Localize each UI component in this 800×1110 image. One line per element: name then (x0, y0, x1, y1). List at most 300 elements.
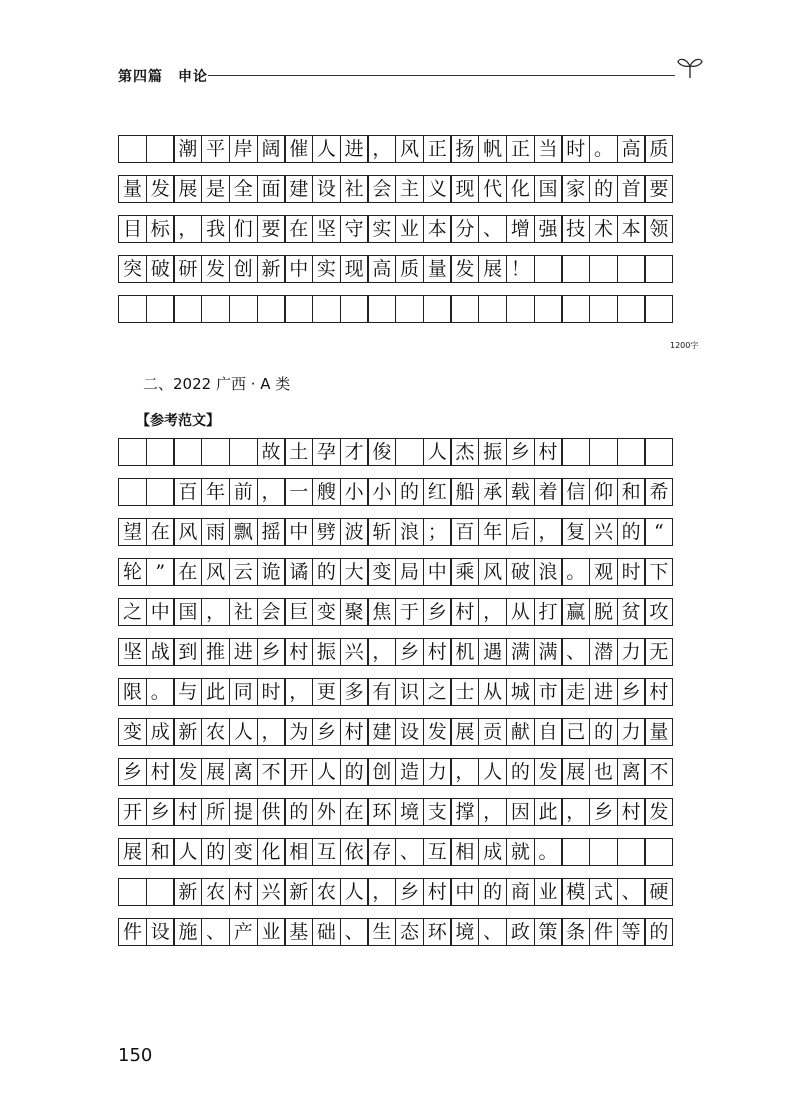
grid-cell: ， (257, 718, 286, 746)
grid-cell: 发 (423, 718, 452, 746)
grid-cell: 不 (257, 758, 286, 786)
grid-cell: 乡 (257, 638, 286, 666)
grid-cell: 发 (201, 255, 230, 283)
grid-cell: 业 (534, 878, 563, 906)
grid-cell: 农 (312, 878, 341, 906)
reference-essay-label: 【参考范文】 (136, 413, 220, 429)
grid-cell: 之 (423, 678, 452, 706)
grid-cell: 在 (340, 798, 369, 826)
grid-cell (589, 295, 618, 323)
grid-cell: 此 (201, 678, 230, 706)
grid-cell (118, 438, 147, 466)
grid-cell: 兴 (589, 518, 618, 546)
grid-cell: ， (367, 135, 396, 163)
grid-cell: 式 (589, 878, 618, 906)
grid-cell: 岸 (229, 135, 258, 163)
grid-cell (617, 838, 646, 866)
grid-cell: 也 (589, 758, 618, 786)
grid-cell: 的 (284, 798, 313, 826)
grid-cell (617, 438, 646, 466)
grid-cell: 所 (201, 798, 230, 826)
grid-cell: ， (561, 798, 590, 826)
grid-cell: 的 (644, 918, 673, 946)
grid-cell: 载 (506, 478, 535, 506)
grid-cell (395, 438, 424, 466)
grid-row (118, 718, 673, 746)
grid-row (118, 758, 673, 786)
grid-cell: 现 (340, 255, 369, 283)
grid-cell: 小 (367, 478, 396, 506)
grid-cell: 无 (644, 638, 673, 666)
grid-cell: 的 (589, 718, 618, 746)
grid-cell: 巨 (284, 598, 313, 626)
grid-cell: 时 (561, 135, 590, 163)
grid-cell: 自 (534, 718, 563, 746)
grid-cell: 现 (450, 175, 479, 203)
grid-cell: 同 (229, 678, 258, 706)
grid-cell: 战 (146, 638, 175, 666)
grid-cell: 识 (395, 678, 424, 706)
grid-cell (644, 438, 673, 466)
grid-cell: 产 (229, 918, 258, 946)
grid-cell: 振 (312, 638, 341, 666)
grid-cell: 轮 (118, 558, 147, 586)
grid-cell: 承 (478, 478, 507, 506)
grid-cell: 百 (173, 478, 202, 506)
grid-cell: 化 (257, 838, 286, 866)
grid-cell (561, 438, 590, 466)
grid-cell: 诡 (257, 558, 286, 586)
grid-cell: 乡 (589, 798, 618, 826)
grid-cell: ， (478, 598, 507, 626)
grid-cell: 破 (506, 558, 535, 586)
chapter-label: 第四篇 申论 (118, 69, 208, 85)
grid-cell: ， (450, 758, 479, 786)
grid-cell: 等 (617, 918, 646, 946)
grid-cell: 展 (478, 255, 507, 283)
grid-cell: 后 (506, 518, 535, 546)
grid-row (118, 135, 673, 163)
grid-cell: 。 (561, 558, 590, 586)
grid-cell: 展 (118, 838, 147, 866)
grid-cell: 观 (589, 558, 618, 586)
grid-cell: “ (644, 518, 673, 546)
grid-cell: 中 (423, 558, 452, 586)
grid-cell: 从 (506, 598, 535, 626)
grid-cell: 发 (450, 255, 479, 283)
grid-cell: 劈 (312, 518, 341, 546)
grid-cell: 正 (423, 135, 452, 163)
grid-cell: 平 (201, 135, 230, 163)
grid-cell: 的 (395, 478, 424, 506)
grid-cell (173, 438, 202, 466)
grid-cell: 乡 (617, 678, 646, 706)
grid-cell: 当 (534, 135, 563, 163)
grid-cell: 时 (617, 558, 646, 586)
grid-row (118, 598, 673, 626)
grid-cell: 村 (644, 678, 673, 706)
grid-cell (146, 878, 175, 906)
grid-cell: 飘 (229, 518, 258, 546)
grid-cell: 社 (340, 175, 369, 203)
grid-cell: 机 (450, 638, 479, 666)
grid-cell: 的 (617, 518, 646, 546)
grid-cell: 面 (257, 175, 286, 203)
grid-row (118, 215, 673, 243)
grid-row (118, 438, 673, 466)
grid-cell: 市 (534, 678, 563, 706)
grid-cell: 更 (312, 678, 341, 706)
grid-cell: 进 (229, 638, 258, 666)
grid-cell: 中 (284, 255, 313, 283)
grid-cell: 局 (395, 558, 424, 586)
grid-cell: 设 (395, 718, 424, 746)
grid-cell: 展 (201, 758, 230, 786)
grid-cell: 多 (340, 678, 369, 706)
grid-cell: 坚 (118, 638, 147, 666)
grid-cell: 走 (561, 678, 590, 706)
grid-cell: 义 (423, 175, 452, 203)
grid-cell: 变 (312, 598, 341, 626)
grid-cell (201, 295, 230, 323)
grid-cell: 的 (340, 758, 369, 786)
grid-cell (395, 295, 424, 323)
grid-cell: 的 (506, 758, 535, 786)
grid-cell: 领 (644, 215, 673, 243)
grid-cell: 因 (506, 798, 535, 826)
grid-cell: 前 (229, 478, 258, 506)
grid-cell: 家 (561, 175, 590, 203)
grid-cell: 成 (146, 718, 175, 746)
grid-cell: 打 (534, 598, 563, 626)
grid-cell: 的 (478, 878, 507, 906)
grid-cell: 、 (617, 878, 646, 906)
grid-cell (146, 295, 175, 323)
grid-cell: 量 (118, 175, 147, 203)
grid-cell (561, 255, 590, 283)
grid-cell: 摇 (257, 518, 286, 546)
grid-cell: 新 (173, 878, 202, 906)
grid-cell: 发 (173, 758, 202, 786)
grid-cell: 术 (589, 215, 618, 243)
grid-cell (367, 295, 396, 323)
grid-cell (173, 295, 202, 323)
grid-cell: 力 (423, 758, 452, 786)
grid-cell: 相 (284, 838, 313, 866)
grid-row (118, 558, 673, 586)
grid-cell: 土 (284, 438, 313, 466)
grid-cell (229, 438, 258, 466)
grid-cell (257, 295, 286, 323)
grid-cell: 中 (146, 598, 175, 626)
grid-cell: ， (478, 798, 507, 826)
grid-cell: 焦 (367, 598, 396, 626)
grid-cell: ； (423, 518, 452, 546)
grid-cell: 正 (506, 135, 535, 163)
grid-cell: 杰 (450, 438, 479, 466)
grid-cell: 境 (395, 798, 424, 826)
grid-cell (644, 838, 673, 866)
grid-cell: 目 (118, 215, 147, 243)
grid-cell (118, 295, 147, 323)
grid-cell: 是 (201, 175, 230, 203)
grid-cell: 施 (173, 918, 202, 946)
grid-cell: 境 (450, 918, 479, 946)
grid-cell: 农 (201, 718, 230, 746)
grid-cell: 创 (229, 255, 258, 283)
grid-cell: 村 (534, 438, 563, 466)
grid-cell: 创 (367, 758, 396, 786)
grid-cell: 人 (312, 135, 341, 163)
grid-cell: 贫 (617, 598, 646, 626)
grid-cell: 有 (367, 678, 396, 706)
grid-cell: 遇 (478, 638, 507, 666)
grid-cell: 本 (423, 215, 452, 243)
grid-cell: 展 (450, 718, 479, 746)
grid-cell: 社 (229, 598, 258, 626)
grid-cell: 此 (534, 798, 563, 826)
grid-cell: 风 (478, 558, 507, 586)
grid-cell: 满 (506, 638, 535, 666)
grid-cell: 要 (257, 215, 286, 243)
grid-cell: 云 (229, 558, 258, 586)
grid-cell: 农 (201, 878, 230, 906)
grid-cell: 要 (644, 175, 673, 203)
grid-cell: 坚 (312, 215, 341, 243)
grid-cell: 才 (340, 438, 369, 466)
grid-cell: 乡 (118, 758, 147, 786)
grid-cell: 商 (506, 878, 535, 906)
grid-cell (201, 438, 230, 466)
grid-cell: 开 (118, 798, 147, 826)
grid-cell: 村 (173, 798, 202, 826)
grid-cell: 首 (617, 175, 646, 203)
grid-cell: 模 (561, 878, 590, 906)
grid-cell (589, 438, 618, 466)
grid-cell: 发 (644, 798, 673, 826)
grid-cell: 业 (257, 918, 286, 946)
grid-cell: 为 (284, 718, 313, 746)
grid-cell: 乡 (395, 638, 424, 666)
grid-cell: 兴 (340, 638, 369, 666)
grid-cell: 变 (367, 558, 396, 586)
grid-cell (146, 135, 175, 163)
grid-cell: 造 (395, 758, 424, 786)
grid-cell (118, 135, 147, 163)
grid-cell: ” (146, 558, 175, 586)
grid-cell: 离 (229, 758, 258, 786)
grid-cell: 人 (423, 438, 452, 466)
grid-cell (644, 295, 673, 323)
grid-cell: 建 (367, 718, 396, 746)
grid-cell (229, 295, 258, 323)
grid-cell: 互 (312, 838, 341, 866)
grid-cell: 兴 (257, 878, 286, 906)
grid-row (118, 678, 673, 706)
grid-cell: 在 (284, 215, 313, 243)
grid-cell: 帆 (478, 135, 507, 163)
grid-cell (506, 295, 535, 323)
essay-grid-main (118, 438, 673, 958)
grid-cell: 红 (423, 478, 452, 506)
grid-row (118, 478, 673, 506)
grid-cell: 村 (617, 798, 646, 826)
grid-cell: 的 (589, 175, 618, 203)
grid-cell (478, 295, 507, 323)
grid-cell (284, 295, 313, 323)
grid-cell: 硬 (644, 878, 673, 906)
grid-cell: ， (257, 478, 286, 506)
grid-cell: 在 (146, 518, 175, 546)
grid-cell: 主 (395, 175, 424, 203)
grid-cell: 力 (617, 718, 646, 746)
grid-cell: 小 (340, 478, 369, 506)
grid-cell: 乡 (423, 598, 452, 626)
grid-cell: 人 (173, 838, 202, 866)
grid-cell: 人 (478, 758, 507, 786)
grid-cell: 和 (617, 478, 646, 506)
grid-cell: 己 (561, 718, 590, 746)
grid-cell: 中 (284, 518, 313, 546)
grid-cell: 聚 (340, 598, 369, 626)
grid-cell: 潮 (173, 135, 202, 163)
grid-cell: 之 (118, 598, 147, 626)
grid-cell: 础 (312, 918, 341, 946)
grid-cell: ， (173, 215, 202, 243)
grid-cell: 望 (118, 518, 147, 546)
grid-cell (450, 295, 479, 323)
grid-cell: 艘 (312, 478, 341, 506)
grid-cell: 村 (146, 758, 175, 786)
grid-cell: ， (534, 518, 563, 546)
grid-cell: 催 (284, 135, 313, 163)
grid-cell: 潜 (589, 638, 618, 666)
grid-cell: 实 (367, 215, 396, 243)
grid-cell: 新 (173, 718, 202, 746)
grid-cell: 乡 (395, 878, 424, 906)
grid-cell: 基 (284, 918, 313, 946)
grid-cell: 环 (423, 918, 452, 946)
grid-cell: 浪 (395, 518, 424, 546)
grid-cell: 不 (644, 758, 673, 786)
grid-cell: ！ (506, 255, 535, 283)
grid-cell: 阔 (257, 135, 286, 163)
grid-cell: 一 (284, 478, 313, 506)
grid-cell: 。 (534, 838, 563, 866)
sprout-icon (677, 56, 703, 78)
grid-cell: 谲 (284, 558, 313, 586)
grid-cell: 风 (201, 558, 230, 586)
grid-cell: 、 (561, 638, 590, 666)
grid-cell: 波 (340, 518, 369, 546)
grid-cell: 年 (201, 478, 230, 506)
grid-cell: 生 (367, 918, 396, 946)
grid-cell: 从 (478, 678, 507, 706)
grid-cell: 人 (229, 718, 258, 746)
grid-cell: 乡 (506, 438, 535, 466)
grid-cell: 人 (312, 758, 341, 786)
grid-cell: 攻 (644, 598, 673, 626)
grid-cell: 到 (173, 638, 202, 666)
grid-cell: 、 (340, 918, 369, 946)
grid-cell: 会 (257, 598, 286, 626)
grid-cell: 破 (146, 255, 175, 283)
grid-cell: 质 (395, 255, 424, 283)
grid-cell: 依 (340, 838, 369, 866)
grid-cell: 高 (367, 255, 396, 283)
grid-cell (617, 295, 646, 323)
grid-cell: 在 (173, 558, 202, 586)
grid-cell: 提 (229, 798, 258, 826)
grid-cell: 力 (617, 638, 646, 666)
word-count: 1200字 (670, 341, 699, 350)
grid-row (118, 175, 673, 203)
grid-cell: 孕 (312, 438, 341, 466)
grid-cell (617, 255, 646, 283)
grid-cell: 撑 (450, 798, 479, 826)
grid-cell (644, 255, 673, 283)
grid-cell: 展 (561, 758, 590, 786)
grid-cell: 船 (450, 478, 479, 506)
grid-cell: 。 (589, 135, 618, 163)
grid-cell: 进 (340, 135, 369, 163)
grid-cell: 赢 (561, 598, 590, 626)
grid-cell (561, 295, 590, 323)
grid-cell: 村 (423, 638, 452, 666)
page-header (118, 60, 703, 90)
grid-cell: 互 (423, 838, 452, 866)
grid-row (118, 255, 673, 283)
grid-cell: 环 (367, 798, 396, 826)
grid-cell: 新 (257, 255, 286, 283)
grid-cell: 新 (284, 878, 313, 906)
grid-cell: 风 (173, 518, 202, 546)
grid-cell: 实 (312, 255, 341, 283)
grid-row (118, 838, 673, 866)
grid-cell (561, 838, 590, 866)
grid-cell: 相 (450, 838, 479, 866)
grid-cell: 业 (395, 215, 424, 243)
grid-cell: 政 (506, 918, 535, 946)
grid-row (118, 878, 673, 906)
grid-cell: 限 (118, 678, 147, 706)
grid-cell: 守 (340, 215, 369, 243)
grid-cell: 的 (312, 558, 341, 586)
grid-cell: 乘 (450, 558, 479, 586)
grid-cell: ， (367, 638, 396, 666)
grid-cell: 强 (534, 215, 563, 243)
grid-cell (146, 478, 175, 506)
grid-cell: 本 (617, 215, 646, 243)
grid-cell: 我 (201, 215, 230, 243)
grid-row (118, 918, 673, 946)
grid-cell: 件 (118, 918, 147, 946)
grid-cell: 变 (118, 718, 147, 746)
grid-cell: 振 (478, 438, 507, 466)
grid-cell: 雨 (201, 518, 230, 546)
grid-cell (312, 295, 341, 323)
grid-cell: 技 (561, 215, 590, 243)
grid-cell: 高 (617, 135, 646, 163)
grid-cell: 复 (561, 518, 590, 546)
grid-cell: 贡 (478, 718, 507, 746)
header-rule (208, 75, 675, 76)
grid-cell: 满 (534, 638, 563, 666)
grid-cell: 条 (561, 918, 590, 946)
grid-cell: 国 (173, 598, 202, 626)
grid-cell: 时 (257, 678, 286, 706)
grid-cell: 、 (201, 918, 230, 946)
